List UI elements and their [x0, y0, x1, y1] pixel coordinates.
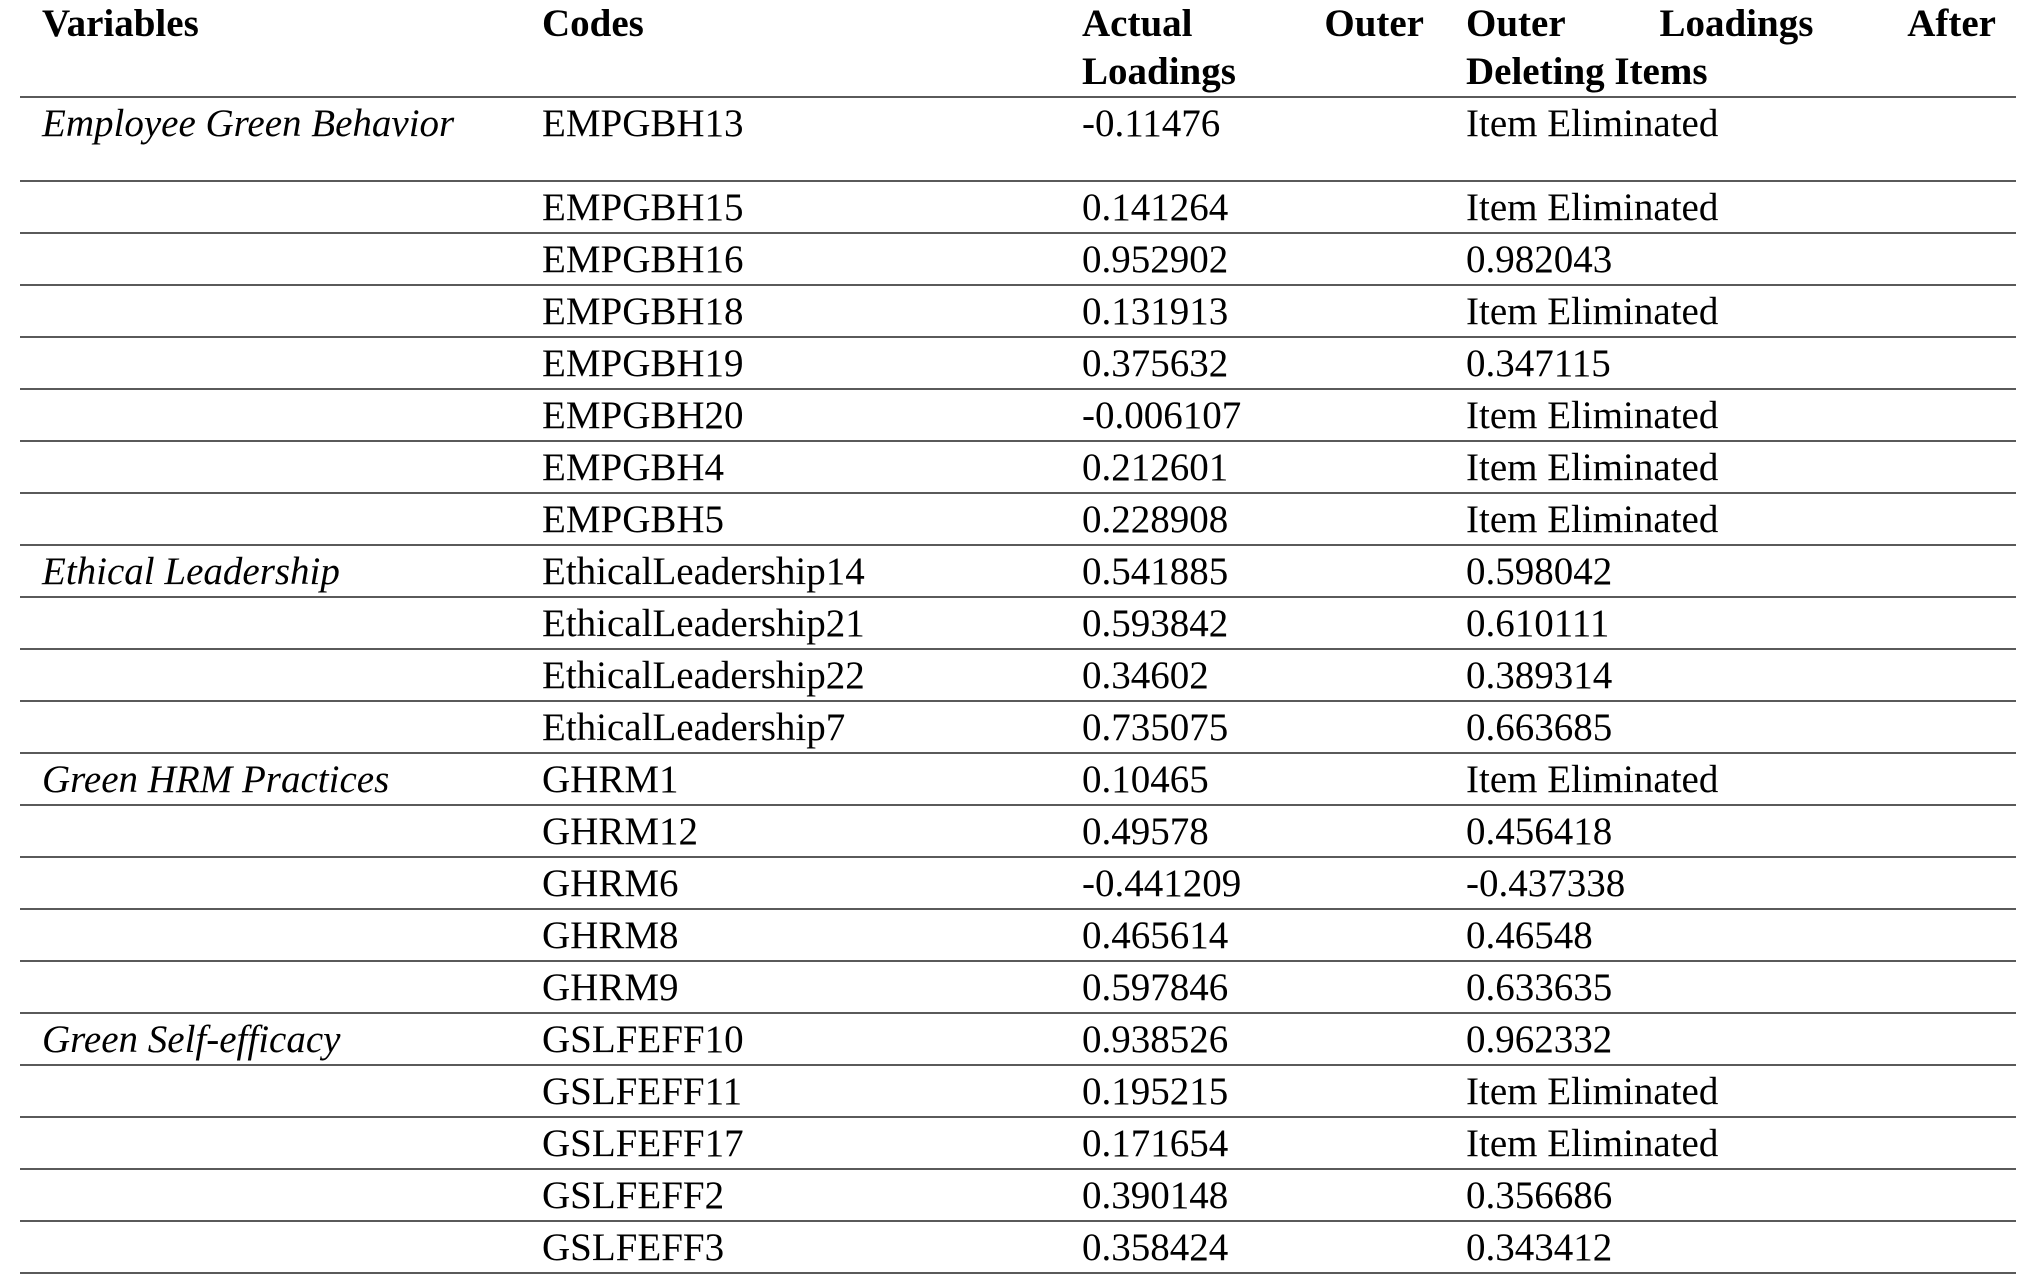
code-cell: GSLFEFF10: [520, 1013, 1060, 1065]
actual-loading-cell: 0.228908: [1060, 493, 1444, 545]
after-deleting-cell: 0.347115: [1444, 337, 2016, 389]
table-row: [20, 961, 2016, 1013]
variable-cell: [20, 441, 520, 493]
variable-cell: [20, 233, 520, 285]
after-deleting-cell: 0.663685: [1444, 701, 2016, 753]
variable-cell: [20, 1117, 520, 1169]
table-row: [20, 805, 2016, 857]
table-row: [20, 181, 2016, 233]
table-row: [20, 97, 2016, 181]
code-cell: EMPGBH20: [520, 389, 1060, 441]
actual-loading-cell: -0.006107: [1060, 389, 1444, 441]
table-row: [20, 857, 2016, 909]
code-cell: EMPGBH4: [520, 441, 1060, 493]
code-cell: EthicalLeadership22: [520, 649, 1060, 701]
table-row: [20, 441, 2016, 493]
header-actual-line1: [1082, 0, 1444, 48]
variable-cell: [20, 857, 520, 909]
code-cell: EMPGBH15: [520, 181, 1060, 233]
after-deleting-cell: -0.437338: [1444, 857, 2016, 909]
table-row: [20, 337, 2016, 389]
variable-cell: [20, 285, 520, 337]
outer-loadings-table-container: [20, 0, 2016, 1274]
variable-cell: [20, 961, 520, 1013]
table-row: [20, 1169, 2016, 1221]
actual-loading-cell: 0.375632: [1060, 337, 1444, 389]
code-cell: GHRM9: [520, 961, 1060, 1013]
variable-cell: [20, 701, 520, 753]
code-cell: GHRM12: [520, 805, 1060, 857]
header-after-word: Loadings: [1659, 2, 1814, 45]
after-deleting-cell: 0.343412: [1444, 1221, 2016, 1273]
actual-loading-cell: 0.952902: [1060, 233, 1444, 285]
table-header-row: [20, 0, 2016, 97]
table-row: [20, 1065, 2016, 1117]
after-deleting-cell: 0.633635: [1444, 961, 2016, 1013]
variable-cell: [20, 597, 520, 649]
actual-loading-cell: 0.938526: [1060, 1013, 1444, 1065]
after-deleting-cell: Item Eliminated: [1444, 97, 2016, 181]
table-row: [20, 285, 2016, 337]
header-actual-word: Actual: [1082, 2, 1193, 45]
variable-cell: [20, 649, 520, 701]
after-deleting-cell: Item Eliminated: [1444, 389, 2016, 441]
code-cell: EthicalLeadership7: [520, 701, 1060, 753]
actual-loading-cell: 0.49578: [1060, 805, 1444, 857]
after-deleting-cell: 0.46548: [1444, 909, 2016, 961]
actual-loading-cell: 0.735075: [1060, 701, 1444, 753]
code-cell: GSLFEFF3: [520, 1221, 1060, 1273]
table-row: [20, 1221, 2016, 1273]
actual-loading-cell: -0.11476: [1060, 97, 1444, 181]
after-deleting-cell: Item Eliminated: [1444, 1117, 2016, 1169]
after-deleting-cell: Item Eliminated: [1444, 493, 2016, 545]
header-actual-outer-loadings: [1060, 0, 1444, 97]
table-row: [20, 753, 2016, 805]
variable-cell: [20, 389, 520, 441]
variable-cell: Ethical Leadership: [20, 545, 520, 597]
table-row: [20, 1013, 2016, 1065]
code-cell: EMPGBH18: [520, 285, 1060, 337]
actual-loading-cell: 0.171654: [1060, 1117, 1444, 1169]
header-actual-word: Outer: [1324, 2, 1424, 45]
code-cell: GSLFEFF2: [520, 1169, 1060, 1221]
variable-cell: [20, 493, 520, 545]
after-deleting-cell: Item Eliminated: [1444, 181, 2016, 233]
code-cell: GHRM8: [520, 909, 1060, 961]
code-cell: GSLFEFF17: [520, 1117, 1060, 1169]
table-row: [20, 233, 2016, 285]
actual-loading-cell: 0.593842: [1060, 597, 1444, 649]
actual-loading-cell: 0.195215: [1060, 1065, 1444, 1117]
header-codes: Codes: [520, 0, 1060, 97]
table-row: [20, 597, 2016, 649]
after-deleting-cell: 0.962332: [1444, 1013, 2016, 1065]
actual-loading-cell: 0.597846: [1060, 961, 1444, 1013]
after-deleting-cell: 0.982043: [1444, 233, 2016, 285]
variable-cell: Green HRM Practices: [20, 753, 520, 805]
after-deleting-cell: 0.389314: [1444, 649, 2016, 701]
actual-loading-cell: 0.141264: [1060, 181, 1444, 233]
actual-loading-cell: -0.441209: [1060, 857, 1444, 909]
variable-cell: Green Self-efficacy: [20, 1013, 520, 1065]
actual-loading-cell: 0.10465: [1060, 753, 1444, 805]
table-row: [20, 909, 2016, 961]
actual-loading-cell: 0.358424: [1060, 1221, 1444, 1273]
after-deleting-cell: 0.356686: [1444, 1169, 2016, 1221]
code-cell: EMPGBH16: [520, 233, 1060, 285]
actual-loading-cell: 0.390148: [1060, 1169, 1444, 1221]
table-row: [20, 701, 2016, 753]
variable-cell: [20, 181, 520, 233]
after-deleting-cell: Item Eliminated: [1444, 1065, 2016, 1117]
variable-cell: [20, 1169, 520, 1221]
after-deleting-cell: 0.456418: [1444, 805, 2016, 857]
header-after-deleting: [1444, 0, 2016, 97]
header-variables: Variables: [20, 0, 520, 97]
variable-cell: [20, 909, 520, 961]
actual-loading-cell: 0.465614: [1060, 909, 1444, 961]
variable-cell: [20, 1221, 520, 1273]
variable-cell: [20, 805, 520, 857]
variable-cell: [20, 1065, 520, 1117]
actual-loading-cell: 0.131913: [1060, 285, 1444, 337]
code-cell: EMPGBH5: [520, 493, 1060, 545]
table-row: [20, 389, 2016, 441]
code-cell: EMPGBH13: [520, 97, 1060, 181]
header-after-line1: [1466, 0, 2016, 48]
header-after-line2: Deleting Items: [1466, 50, 1708, 93]
actual-loading-cell: 0.34602: [1060, 649, 1444, 701]
code-cell: GSLFEFF11: [520, 1065, 1060, 1117]
code-cell: GHRM1: [520, 753, 1060, 805]
header-after-word: After: [1907, 2, 1996, 45]
outer-loadings-table: [20, 0, 2016, 1274]
actual-loading-cell: 0.212601: [1060, 441, 1444, 493]
table-row: [20, 649, 2016, 701]
after-deleting-cell: 0.598042: [1444, 545, 2016, 597]
header-after-word: Outer: [1466, 2, 1566, 45]
table-row: [20, 1117, 2016, 1169]
table-row: [20, 545, 2016, 597]
after-deleting-cell: Item Eliminated: [1444, 441, 2016, 493]
header-actual-line2: Loadings: [1082, 50, 1236, 93]
actual-loading-cell: 0.541885: [1060, 545, 1444, 597]
table-row: [20, 493, 2016, 545]
variable-cell: [20, 337, 520, 389]
code-cell: EthicalLeadership21: [520, 597, 1060, 649]
variable-cell: Employee Green Behavior: [20, 97, 520, 181]
after-deleting-cell: Item Eliminated: [1444, 285, 2016, 337]
code-cell: EthicalLeadership14: [520, 545, 1060, 597]
after-deleting-cell: 0.610111: [1444, 597, 2016, 649]
code-cell: GHRM6: [520, 857, 1060, 909]
code-cell: EMPGBH19: [520, 337, 1060, 389]
after-deleting-cell: Item Eliminated: [1444, 753, 2016, 805]
table-body: [20, 97, 2016, 1273]
